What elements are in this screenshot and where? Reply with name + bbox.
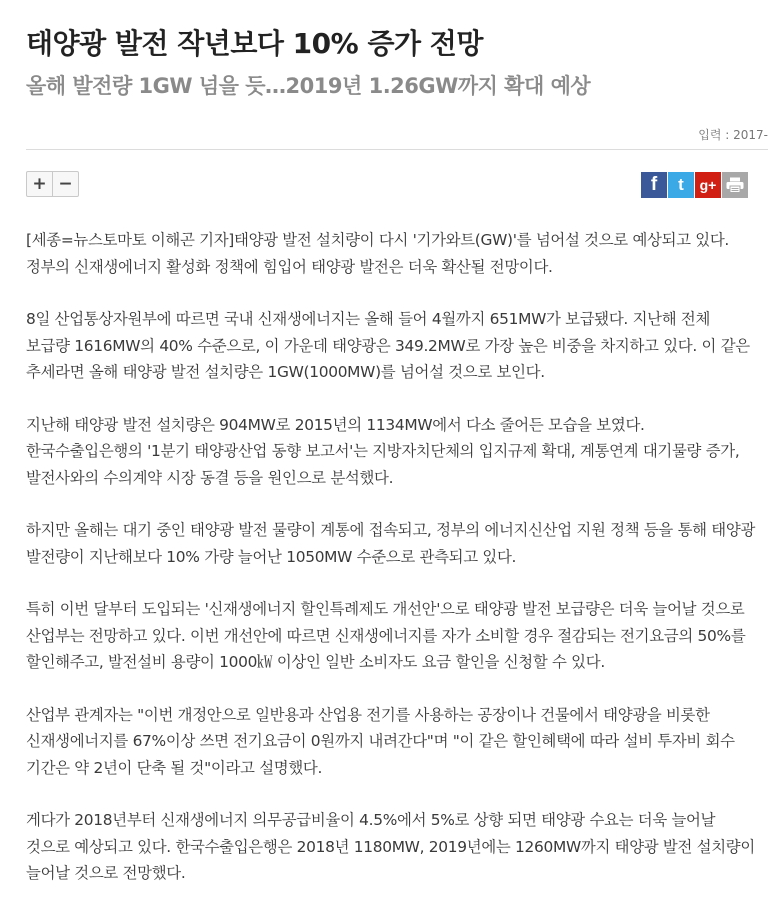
article-title: 태양광 발전 작년보다 10% 증가 전망	[26, 27, 483, 60]
share-toolbar	[641, 172, 748, 198]
article-paragraph: 8일 산업통상자원부에 따르면 국내 신재생에너지는 올해 들어 4월까지 651MW가 보급됐다. 지난해 전체 보급량 1616MW의 40% 수준으로, 이 가운데 태양광은 349.2MW로 가장 높은 비중을 차지하고 있다. 이 같은 추세라면 올해 태양광 발전 설치량은 1GW(1000MW)를 넘어설 것으로 보인다.	[26, 310, 750, 381]
twitter-icon[interactable]: t	[668, 172, 694, 198]
font-zoom-out-button[interactable]: −	[52, 172, 78, 196]
google-plus-icon[interactable]: g+	[695, 172, 721, 198]
article-body	[26, 227, 756, 913]
article-paragraph: 지난해 태양광 발전 설치량은 904MW로 2015년의 1134MW에서 다소 줄어든 모습을 보였다. 한국수출입은행의 '1분기 태양광산업 동향 보고서'는 지방자치단체의 입지규제 확대, 계통연계 대기물량 증가, 발전사와의 수의계약 시장 동결 등을 원인으로 분석했다.	[26, 415, 740, 487]
article-paragraph: 게다가 2018년부터 신재생에너지 의무공급비율이 4.5%에서 5%로 상향 되면 태양광 수요는 더욱 늘어날 것으로 예상되고 있다. 한국수출입은행은 2018년 1180MW, 2019년에는 1260MW까지 태양광 발전 설치량이 늘어날 것으로 전망했다.	[26, 811, 755, 882]
printer-glyph	[726, 177, 744, 193]
font-zoom-in-button[interactable]: +	[32, 174, 47, 194]
article-paragraph: 특히 이번 달부터 도입되는 '신재생에너지 할인특례제도 개선안'으로 태양광 발전 보급량은 더욱 늘어날 것으로 산업부는 전망하고 있다. 이번 개선안에 따르면 신재생에너지를 자가 소비할 경우 절감되는 전기요금의 50%를 할인해주고, 발전설비 용량이 1000㎾ 이상인 일반 소비자도 요금 할인을 신청할 수 있다.	[26, 600, 746, 671]
article-paragraph: 산업부 관계자는 "이번 개정안으로 일반용과 산업용 전기를 사용하는 공장이나 건물에서 태양광을 비롯한 신재생에너지를 67%이상 쓰면 전기요금이 0원까지 내려간다"며 "이 같은 할인혜택에 따라 설비 투자비 회수 기간은 약 2년이 단축 될 것"이라고 설명했다.	[26, 705, 735, 777]
article-paragraph: [세종=뉴스토마토 이해곤 기자]태양광 발전 설치량이 다시 '기가와트(GW)'를 넘어설 것으로 예상되고 있다. 정부의 신재생에너지 활성화 정책에 힘입어 태양광 발전은 더욱 확산될 전망이다.	[26, 231, 730, 276]
article-paragraph: 하지만 올해는 대기 중인 태양광 발전 물량이 계통에 접속되고, 정부의 에너지신산업 지원 정책 등을 통해 태양광 발전량이 지난해보다 10% 가량 늘어난 1050MW 수준으로 관측되고 있다.	[26, 521, 756, 566]
article-subtitle: 올해 발전량 1GW 넘을 듯…2019년 1.26GW까지 확대 예상	[26, 74, 591, 98]
print-icon[interactable]	[722, 172, 748, 198]
facebook-icon[interactable]: f	[641, 172, 667, 198]
published-date: 입력 : 2017-	[698, 128, 768, 142]
header-divider	[26, 149, 768, 150]
font-size-control	[26, 171, 79, 197]
